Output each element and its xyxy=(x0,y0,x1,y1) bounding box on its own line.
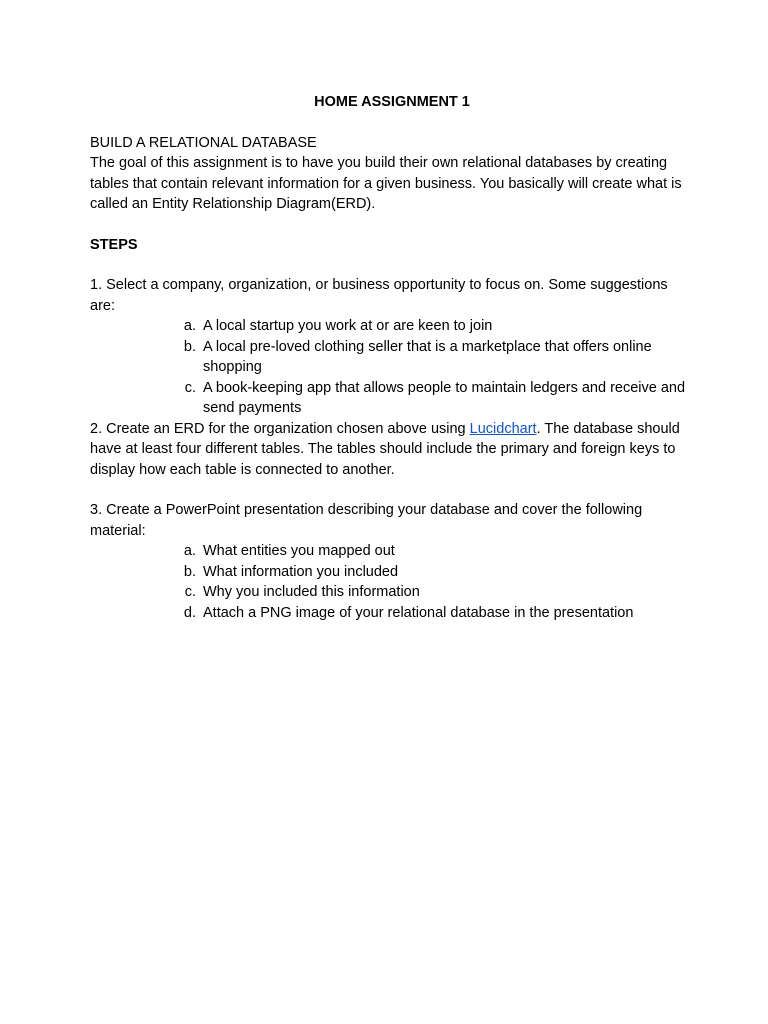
step-2-text xyxy=(90,419,688,481)
list-item xyxy=(175,582,688,603)
list-item xyxy=(175,541,688,562)
list-marker: b. xyxy=(183,338,196,355)
list-item-text: Why you included this information xyxy=(203,584,420,600)
list-item-text: A local pre-loved clothing seller that is a marketplace that offers online shopping xyxy=(203,338,652,375)
list-item xyxy=(175,603,688,624)
step-2-text-after-link: . The database should have at least four different tables. The tables should include the primary and foreign keys to display how each table is connected to another. xyxy=(90,420,680,478)
list-item-text: A local startup you work at or are keen to join xyxy=(203,318,493,334)
list-marker: a. xyxy=(183,318,196,334)
list-item xyxy=(175,337,688,378)
list-item-text: What information you included xyxy=(203,563,399,580)
list-item-text: Attach a PNG image of your relational database in the presentation xyxy=(203,604,634,621)
list-marker: d. xyxy=(183,604,196,621)
list-item xyxy=(175,316,688,337)
step-1-text: 1. Select a company, organization, or business opportunity to focus on. Some suggestions are: xyxy=(90,277,668,314)
list-marker: c. xyxy=(184,584,196,600)
page-title: HOME ASSIGNMENT 1 xyxy=(314,94,470,110)
step-2-text-before-link: 2. Create an ERD for the organization chosen above using xyxy=(90,420,470,437)
intro-paragraph: The goal of this assignment is to have you build their own relational databases by creating tables that contain relevant information for a given business. You basically will create what is called an Entity Relationship Diagram(ERD). xyxy=(90,155,682,212)
step-3-material-list xyxy=(90,541,688,623)
step-1-suggestions-list xyxy=(90,316,688,419)
list-item xyxy=(175,378,688,419)
section-heading: BUILD A RELATIONAL DATABASE xyxy=(90,134,317,151)
steps-heading: STEPS xyxy=(90,236,138,253)
lucidchart-link[interactable]: Lucidchart xyxy=(469,420,537,437)
list-item-text: A book-keeping app that allows people to maintain ledgers and receive and send payments xyxy=(203,379,686,416)
list-item xyxy=(175,562,688,583)
step-3-text: 3. Create a PowerPoint presentation describing your database and cover the following material: xyxy=(90,502,643,539)
list-marker: b. xyxy=(183,563,196,580)
list-item-text: What entities you mapped out xyxy=(203,543,395,559)
list-marker: a. xyxy=(183,543,196,559)
list-marker: c. xyxy=(184,379,196,396)
